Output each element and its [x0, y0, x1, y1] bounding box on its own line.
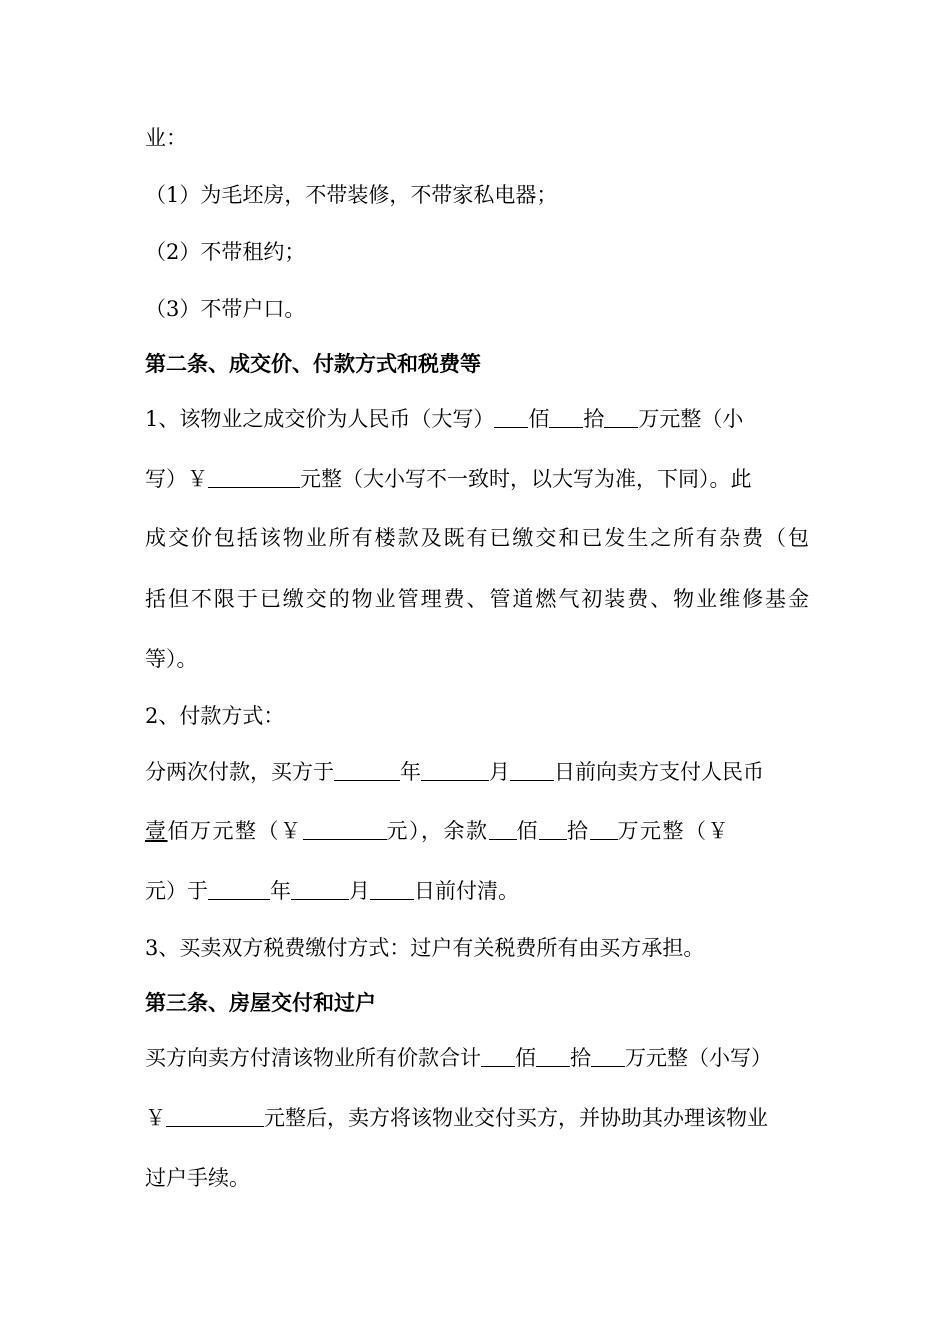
- paragraph-line: 成交价包括该物业所有楼款及既有已缴交和已发生之所有杂费（包: [145, 526, 809, 550]
- blank-field: [421, 758, 489, 781]
- blank-field: [494, 405, 528, 428]
- blank-field: [481, 1044, 515, 1067]
- paragraph-line: ￥ 元整后，卖方将该物业交付买方，并协助其办理该物业: [145, 1106, 768, 1130]
- paragraph-line: 买方向卖方付清该物业所有价款合计 佰 拾 万元整（小写）: [145, 1046, 772, 1070]
- blank-field: [334, 758, 400, 781]
- paragraph-line: 壹佰万元整（￥ 元），余款 佰 拾 万元整（￥: [145, 819, 730, 843]
- section-heading: 第二条、成交价、付款方式和税费等: [145, 351, 481, 376]
- blank-field: [536, 1044, 570, 1067]
- section-heading: 第三条、房屋交付和过户: [145, 990, 376, 1015]
- blank-field: [370, 877, 414, 900]
- paragraph-line: 1、该物业之成交价为人民币（大写） 佰 拾 万元整（小: [145, 407, 744, 431]
- list-item: （1）为毛坯房，不带装修，不带家私电器；: [145, 183, 558, 207]
- paragraph-line: 过户手续。: [145, 1166, 250, 1190]
- blank-field: [291, 877, 349, 900]
- paragraph-line: 元）于 年 月 日前付清。: [145, 879, 519, 903]
- blank-field: [591, 1044, 625, 1067]
- paragraph: 2、付款方式：: [145, 704, 285, 728]
- blank-field: [166, 1104, 264, 1127]
- blank-field: [208, 465, 300, 488]
- list-item: （3）不带户口。: [145, 297, 306, 321]
- blank-field: [590, 817, 618, 840]
- blank-field: [510, 758, 554, 781]
- paragraph: 业：: [145, 126, 187, 150]
- blank-field: [208, 877, 270, 900]
- blank-field: [549, 405, 583, 428]
- blank-field: [489, 817, 517, 840]
- paragraph-line: 写）￥ 元整（大小写不一致时，以大写为准，下同）。此: [145, 467, 752, 491]
- paragraph-line: 等）。: [145, 647, 198, 671]
- blank-field: [303, 817, 387, 840]
- paragraph-line: 分两次付款，买方于 年 月 日前向卖方支付人民币: [145, 760, 764, 784]
- paragraph-line: 括但不限于已缴交的物业管理费、管道燃气初装费、物业维修基金: [145, 587, 809, 611]
- list-item: （2）不带租约；: [145, 240, 306, 264]
- blank-field: [539, 817, 567, 840]
- paragraph: 3、买卖双方税费缴付方式：过户有关税费所有由买方承担。: [145, 936, 705, 960]
- blank-field: [604, 405, 638, 428]
